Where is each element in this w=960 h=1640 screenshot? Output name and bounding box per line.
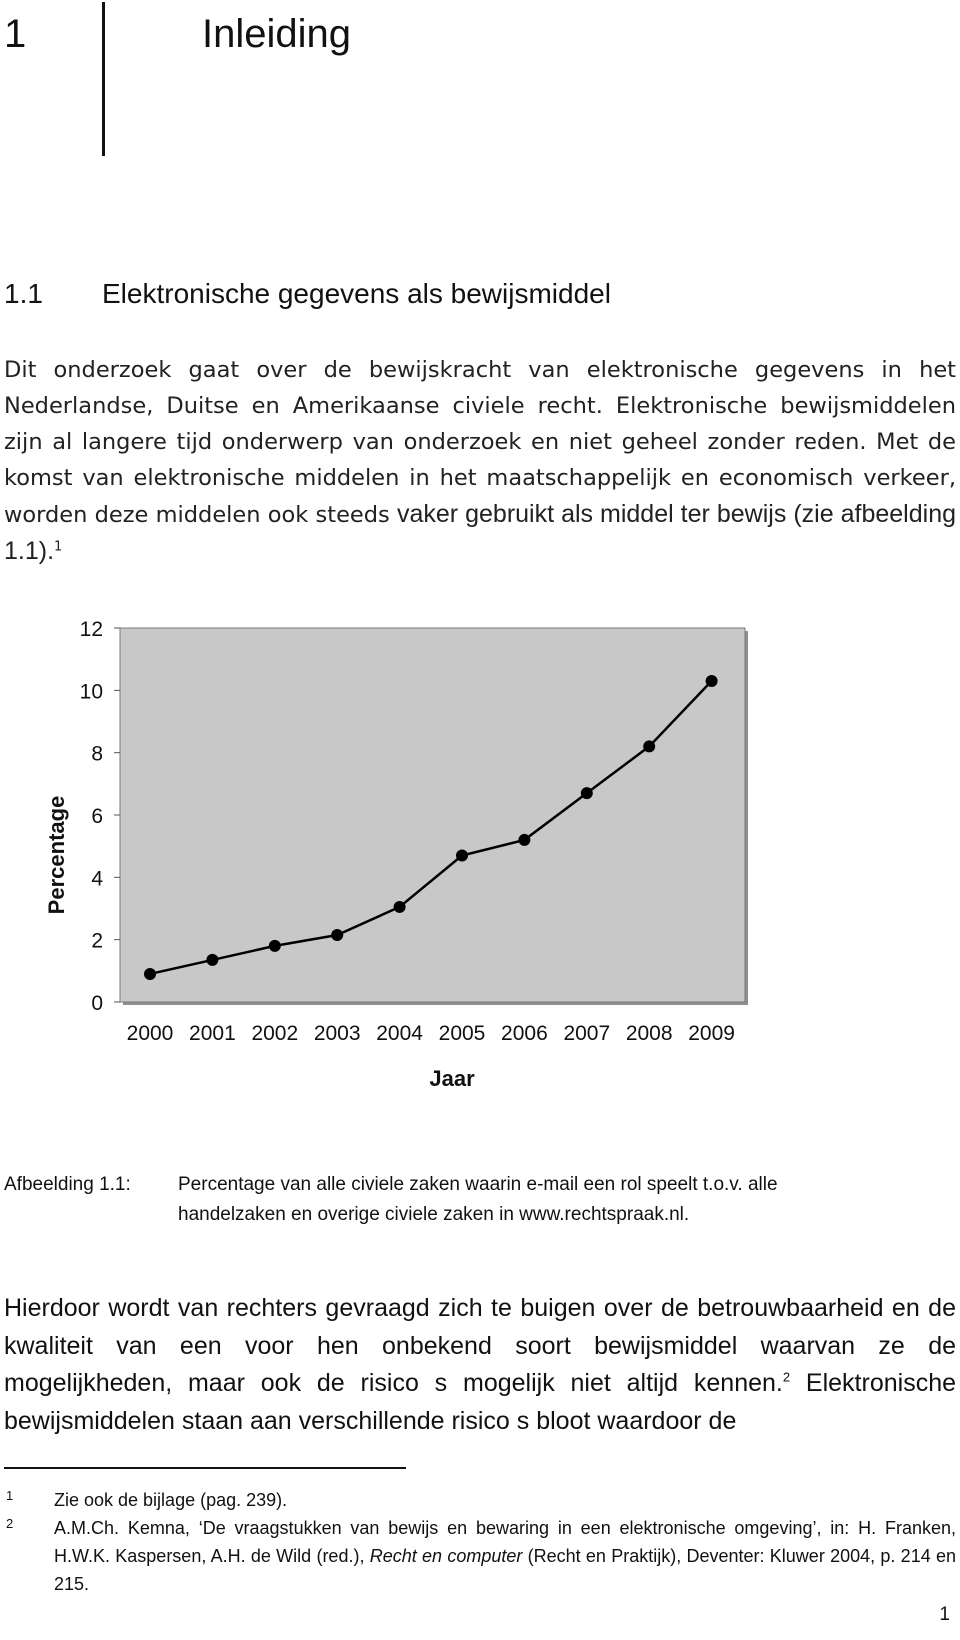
- footnote-text: [54, 1514, 956, 1598]
- x-tick-label: 2006: [501, 1022, 548, 1045]
- y-tick-label: 0: [91, 992, 103, 1015]
- data-point: [581, 787, 593, 799]
- footnote-mark: 1: [6, 1488, 14, 1503]
- footnote-ref-2: 2: [782, 1369, 791, 1385]
- footnote-text: Zie ook de bijlage (pag. 239).: [54, 1490, 288, 1510]
- chapter-title: Inleiding: [202, 12, 352, 56]
- figure-caption-label: Afbeelding 1.1:: [4, 1174, 131, 1195]
- line-chart: [0, 620, 780, 1140]
- x-tick-label: 2009: [688, 1022, 735, 1045]
- body-text-1: Hierdoor wordt van rechters gevraagd zich te buigen over de betrouwbaarheid en de kwaliteit van een voor hen onbekend soort bewijsmiddel waarvan ze de mogelijkheden, maar ook de risico s mogelijk niet altijd kennen.: [4, 1294, 956, 1397]
- y-tick-label: 12: [79, 620, 103, 641]
- y-tick-label: 8: [91, 742, 103, 766]
- x-tick-label: 2007: [563, 1022, 611, 1045]
- data-point: [706, 675, 718, 687]
- x-tick-label: 2008: [625, 1022, 673, 1045]
- x-axis-label: Jaar: [429, 1066, 475, 1091]
- data-point: [206, 954, 218, 966]
- figure-caption-text: Percentage van alle civiele zaken waarin e-mail een rol speelt t.o.v. alle handelzaken en overige civiele zaken in www.rechtspraak.nl.: [178, 1174, 778, 1225]
- footnote-text-after: (Recht en Praktijk), Deventer: Kluwer 2004, p. 214 en 215.: [54, 1546, 957, 1594]
- body-paragraph: [4, 1290, 956, 1440]
- section-number: 1.1: [4, 278, 43, 309]
- x-tick-label: 2001: [189, 1022, 236, 1045]
- footnote-1: [4, 1486, 956, 1514]
- data-point: [144, 968, 156, 980]
- chapter-divider: [102, 2, 105, 156]
- footnote-2: [4, 1514, 956, 1598]
- section-heading: [4, 276, 611, 312]
- intro-text: Dit onderzoek gaat over de bewijskracht van elektronische gegevens in het Nederlandse, Duitse en Amerikaanse civiele recht. Elektronische bewijsmiddelen zijn al langere tijd onderwerp van onderzoek en niet geheel zonder reden. Met de komst van elektronische middelen in het maatschappelijk en economisch verkeer, worden deze middelen ook steeds: [4, 357, 956, 528]
- intro-text-tail: vaker gebruikt als middel ter bewijs (zie afbeelding 1.1).: [4, 500, 957, 565]
- footnote-mark: 2: [6, 1516, 14, 1531]
- data-point: [331, 929, 343, 941]
- data-point: [518, 834, 530, 846]
- plot-area: [120, 628, 745, 1002]
- data-point: [643, 740, 655, 752]
- x-tick-label: 2004: [376, 1022, 423, 1045]
- footnote-title-italic: Recht en computer: [369, 1546, 523, 1566]
- x-tick-label: 2000: [126, 1022, 174, 1045]
- x-tick-label: 2003: [313, 1022, 361, 1045]
- chapter-number: 1: [4, 12, 27, 56]
- intro-paragraph: [4, 352, 956, 570]
- footnote-ref-1: 1: [54, 539, 63, 555]
- page-number: 1: [939, 1604, 950, 1625]
- y-tick-label: 10: [79, 680, 103, 704]
- footnote-separator: [4, 1467, 406, 1469]
- y-tick-label: 2: [91, 929, 103, 953]
- data-point: [456, 850, 468, 862]
- body-text-2: Elektronische bewijsmiddelen staan aan verschillende risico s bloot waardoor de: [4, 1369, 956, 1435]
- data-point: [269, 940, 281, 952]
- x-tick-label: 2002: [251, 1022, 299, 1045]
- x-tick-label: 2005: [438, 1022, 486, 1045]
- section-title: Elektronische gegevens als bewijsmiddel: [102, 278, 611, 309]
- y-tick-label: 6: [91, 805, 103, 828]
- y-tick-label: 4: [91, 867, 103, 891]
- y-axis-label: Percentage: [44, 795, 69, 915]
- data-point: [394, 901, 406, 913]
- footnote-text-before: A.M.Ch. Kemna, ‘De vraagstukken van bewijs en bewaring in een elektronische omgeving’, in: H. Franken, H.W.K. Kaspersen, A.H. de Wild (red.),: [54, 1518, 956, 1566]
